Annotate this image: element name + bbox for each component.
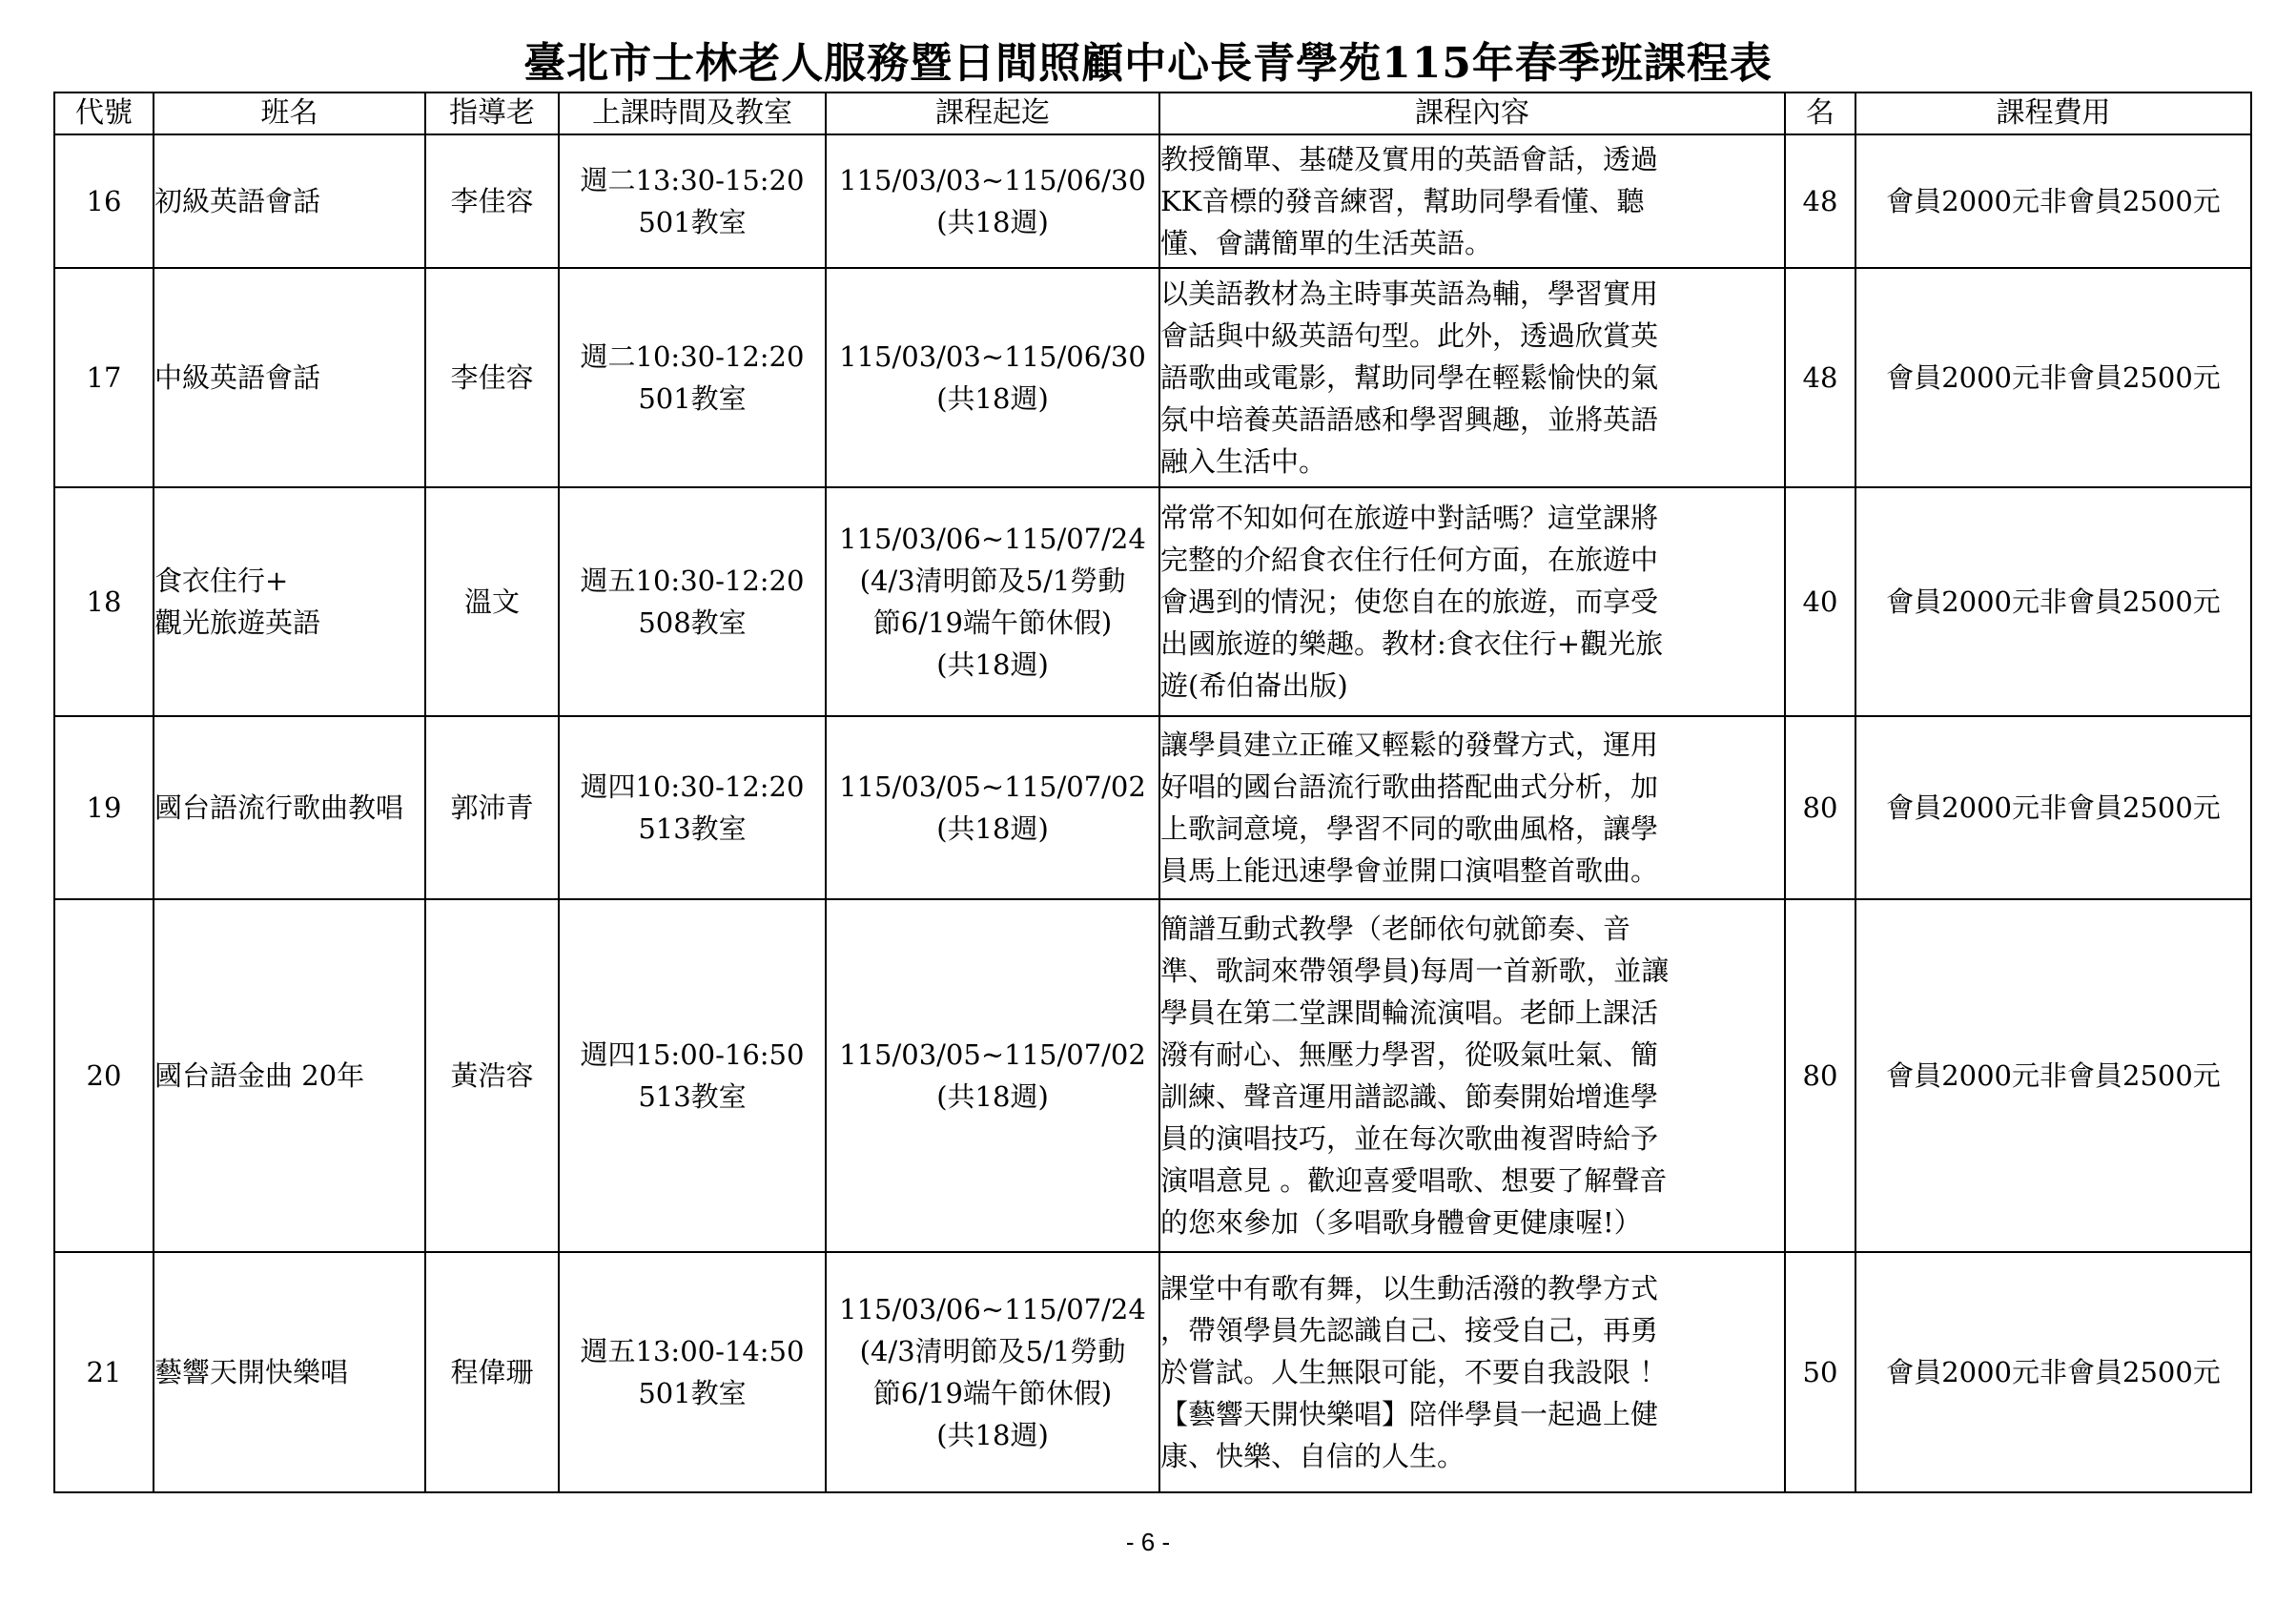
course-teacher: 李佳容: [425, 268, 559, 487]
course-teacher: 程偉珊: [425, 1252, 559, 1492]
course-period: 115/03/03~115/06/30 (共18週): [826, 134, 1159, 268]
course-period: 115/03/06~115/07/24 (4/3清明節及5/1勞動 節6/19端午節休假) (共18週): [826, 487, 1159, 716]
course-quota: 80: [1785, 899, 1855, 1252]
course-code: 21: [54, 1252, 154, 1492]
course-name: 初級英語會話: [154, 134, 425, 268]
course-name: 食衣住行+ 觀光旅遊英語: [154, 487, 425, 716]
header-fee: 課程費用: [1855, 92, 2251, 134]
course-time: 週五13:00-14:50 501教室: [559, 1252, 826, 1492]
course-code: 18: [54, 487, 154, 716]
table-row: [54, 899, 2251, 1252]
course-quota: 50: [1785, 1252, 1855, 1492]
course-quota: 48: [1785, 134, 1855, 268]
course-content: 常常不知如何在旅遊中對話嗎？這堂課將 完整的介紹食衣住行任何方面，在旅遊中 會遇到的情況；使您自在的旅遊，而享受 出國旅遊的樂趣。教材:食衣住行+觀光旅 遊(希伯崙出版): [1159, 487, 1785, 716]
page-title: 臺北市士林老人服務暨日間照顧中心長青學苑115年春季班課程表: [523, 39, 1773, 88]
course-teacher: 黃浩容: [425, 899, 559, 1252]
header-quota: 名: [1785, 92, 1855, 134]
header-teacher: 指導老: [425, 92, 559, 134]
table-row: [54, 716, 2251, 899]
course-teacher: 郭沛青: [425, 716, 559, 899]
course-content: 簡譜互動式教學（老師依句就節奏、音 準、歌詞來帶領學員)每周一首新歌，並讓 學員在第二堂課間輪流演唱。老師上課活 潑有耐心、無壓力學習，從吸氣吐氣、簡 訓練、聲音運用譜認識、節奏開始增進學 員的演唱技巧，並在每次歌曲複習時給予 演唱意見 。歡迎喜愛唱歌、想要了解聲音 的您來參加（多唱歌身體會更健康喔!）: [1159, 899, 1785, 1252]
course-teacher: 李佳容: [425, 134, 559, 268]
course-time: 週二10:30-12:20 501教室: [559, 268, 826, 487]
course-period: 115/03/06~115/07/24 (4/3清明節及5/1勞動 節6/19端午節休假) (共18週): [826, 1252, 1159, 1492]
header-content: 課程內容: [1159, 92, 1785, 134]
header-name: 班名: [154, 92, 425, 134]
course-content: 讓學員建立正確又輕鬆的發聲方式，運用 好唱的國台語流行歌曲搭配曲式分析，加 上歌詞意境，學習不同的歌曲風格，讓學 員馬上能迅速學會並開口演唱整首歌曲。: [1159, 716, 1785, 899]
table-row: [54, 487, 2251, 716]
table-header-row: [54, 92, 2251, 134]
course-fee: 會員2000元非會員2500元: [1855, 134, 2251, 268]
course-name: 中級英語會話: [154, 268, 425, 487]
table-row: [54, 268, 2251, 487]
course-fee: 會員2000元非會員2500元: [1855, 1252, 2251, 1492]
course-teacher: 溫文: [425, 487, 559, 716]
course-quota: 48: [1785, 268, 1855, 487]
header-period: 課程起迄: [826, 92, 1159, 134]
course-code: 16: [54, 134, 154, 268]
page-number: - 6 -: [1125, 1528, 1171, 1556]
table-row: [54, 134, 2251, 268]
course-schedule-table: [53, 92, 2252, 1493]
course-period: 115/03/03~115/06/30 (共18週): [826, 268, 1159, 487]
course-time: 週二13:30-15:20 501教室: [559, 134, 826, 268]
course-quota: 40: [1785, 487, 1855, 716]
course-code: 17: [54, 268, 154, 487]
course-content: 教授簡單、基礎及實用的英語會話，透過 KK音標的發音練習，幫助同學看懂、聽 懂、會講簡單的生活英語。: [1159, 134, 1785, 268]
course-fee: 會員2000元非會員2500元: [1855, 268, 2251, 487]
course-time: 週五10:30-12:20 508教室: [559, 487, 826, 716]
course-quota: 80: [1785, 716, 1855, 899]
course-name: 國台語金曲 20年: [154, 899, 425, 1252]
course-content: 以美語教材為主時事英語為輔，學習實用 會話與中級英語句型。此外，透過欣賞英 語歌曲或電影，幫助同學在輕鬆愉快的氣 氛中培養英語語感和學習興趣，並將英語 融入生活中。: [1159, 268, 1785, 487]
course-time: 週四10:30-12:20 513教室: [559, 716, 826, 899]
course-fee: 會員2000元非會員2500元: [1855, 899, 2251, 1252]
header-code: 代號: [54, 92, 154, 134]
course-name: 藝響天開快樂唱: [154, 1252, 425, 1492]
course-period: 115/03/05~115/07/02 (共18週): [826, 899, 1159, 1252]
course-code: 20: [54, 899, 154, 1252]
course-content: 課堂中有歌有舞，以生動活潑的教學方式 ，帶領學員先認識自己、接受自己，再勇 於嘗試。人生無限可能，不要自我設限 ！ 【藝響天開快樂唱】陪伴學員一起過上健 康、快樂、自信的人生。: [1159, 1252, 1785, 1492]
course-time: 週四15:00-16:50 513教室: [559, 899, 826, 1252]
course-fee: 會員2000元非會員2500元: [1855, 716, 2251, 899]
table-row: [54, 1252, 2251, 1492]
course-code: 19: [54, 716, 154, 899]
header-time: 上課時間及教室: [559, 92, 826, 134]
course-name: 國台語流行歌曲教唱: [154, 716, 425, 899]
course-fee: 會員2000元非會員2500元: [1855, 487, 2251, 716]
course-period: 115/03/05~115/07/02 (共18週): [826, 716, 1159, 899]
